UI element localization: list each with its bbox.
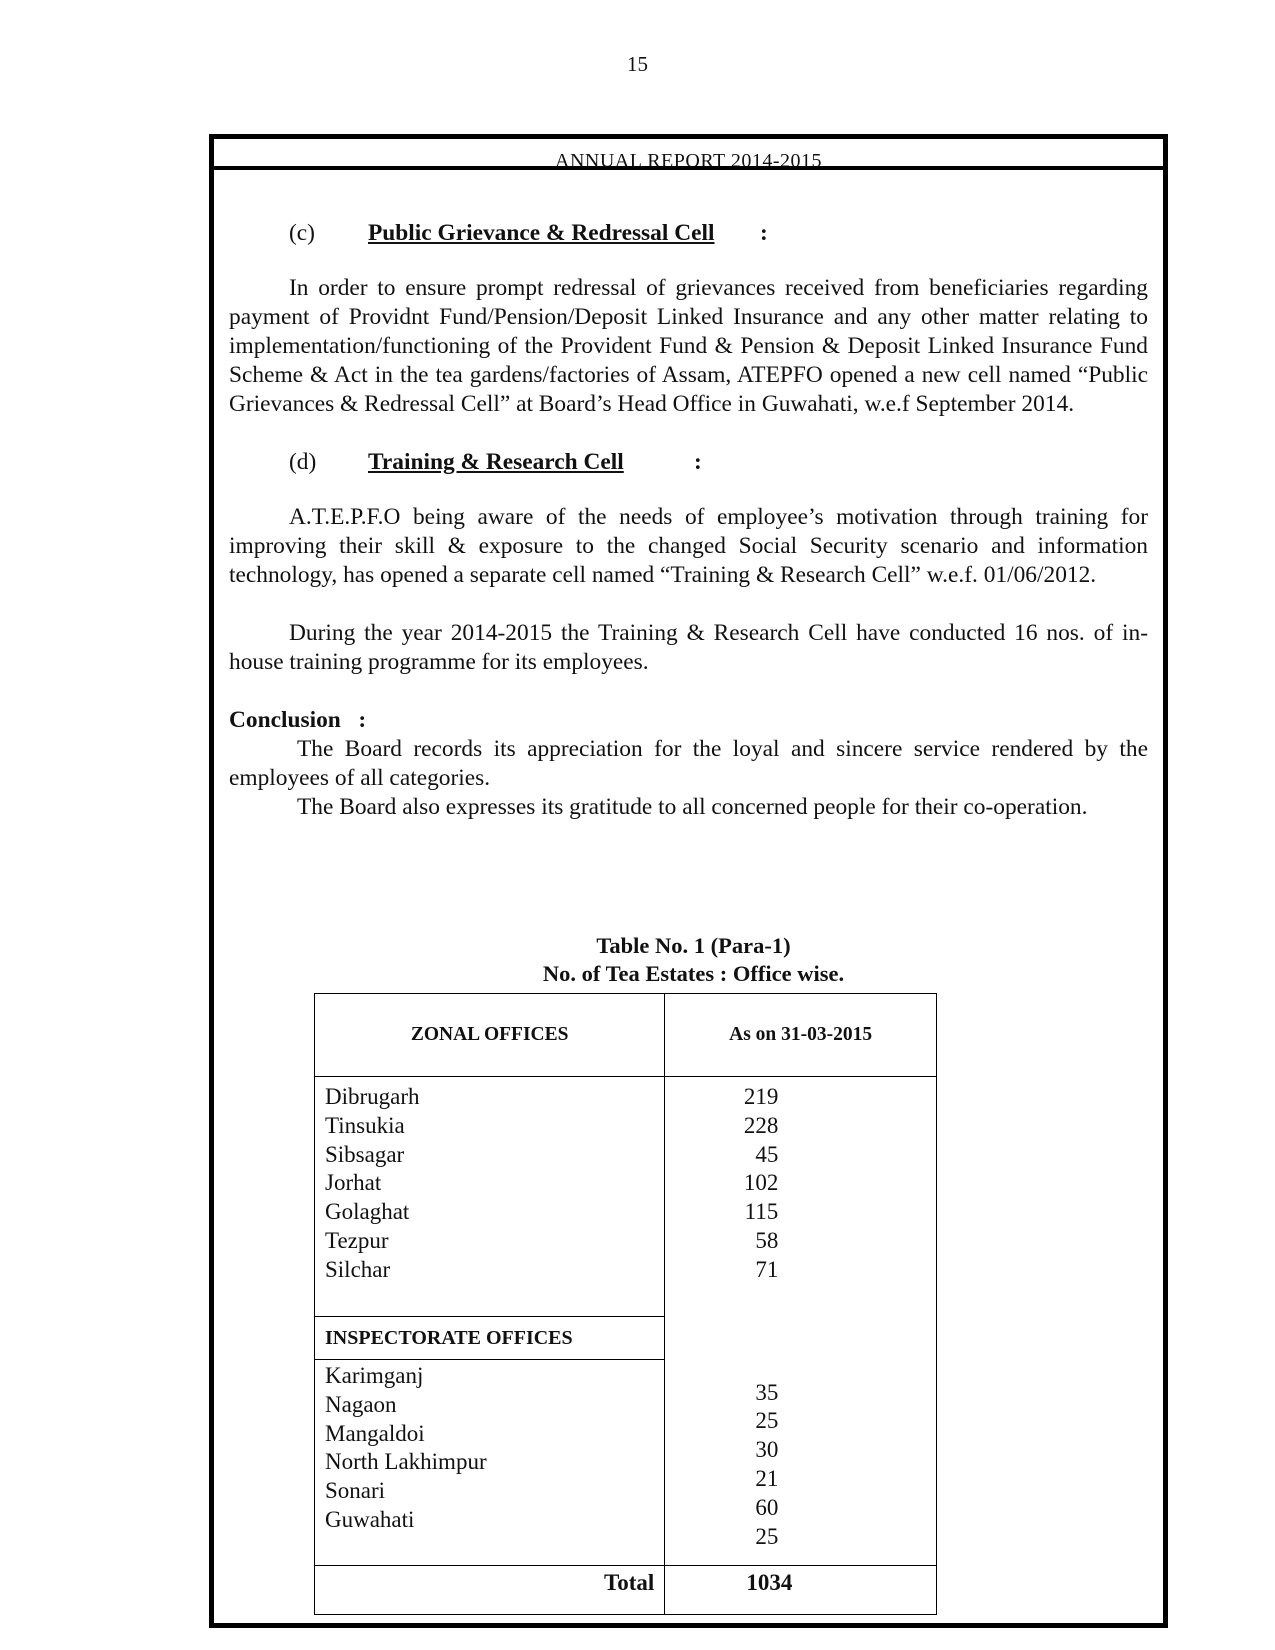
table-cell-value: 30 xyxy=(755,1437,779,1463)
table-cell-value: 21 xyxy=(755,1465,779,1491)
column-header-zonal-offices: ZONAL OFFICES xyxy=(315,994,665,1077)
table-cell-office: Golaghat xyxy=(325,1199,410,1225)
table-cell-value: 219 xyxy=(743,1084,779,1109)
section-d-label: (d) xyxy=(289,449,317,475)
table-cell-value: 25 xyxy=(755,1408,779,1434)
report-body xyxy=(229,219,1148,822)
column-header-date: As on 31-03-2015 xyxy=(665,994,937,1077)
table-cell-office: Sonari xyxy=(325,1478,386,1504)
table-cell-value: 45 xyxy=(755,1141,779,1167)
table-header-row xyxy=(315,994,937,1077)
table-cell-value: 25 xyxy=(755,1523,779,1549)
inspectorate-office-list xyxy=(315,1360,665,1566)
table-cell-office: Silchar xyxy=(325,1256,391,1282)
report-header-text: ANNUAL REPORT 2014-2015 xyxy=(555,150,822,170)
table-cell-office: Dibrugarh xyxy=(325,1084,420,1109)
table-subtitle: No. of Tea Estates : Office wise. xyxy=(542,961,845,986)
table-cell-value: 58 xyxy=(755,1227,779,1253)
section-d-paragraph-2: During the year 2014-2015 the Training & Research Cell have conducted 16 nos. of in-house training programme for its employees. xyxy=(229,620,1148,675)
conclusion-heading: Conclusion : xyxy=(229,707,367,733)
table-cell-office: Tezpur xyxy=(325,1227,389,1253)
table-cell-office: Nagaon xyxy=(325,1391,397,1417)
table-total-row xyxy=(315,1566,937,1615)
section-d-colon: : xyxy=(694,449,702,475)
value-spacer xyxy=(665,1285,778,1379)
section-c-heading xyxy=(229,219,1148,251)
page-number: 15 xyxy=(627,52,648,76)
estate-count-list xyxy=(665,1077,937,1566)
total-value-cell xyxy=(665,1566,937,1615)
table-cell-value: 71 xyxy=(755,1256,779,1282)
table-cell-office: Jorhat xyxy=(325,1170,382,1196)
conclusion-line-1: The Board records its appreciation for the loyal and sincere service rendered by the employees of all categories. xyxy=(229,736,1148,791)
table-cell-value: 102 xyxy=(743,1170,779,1196)
section-c-label: (c) xyxy=(289,220,315,246)
section-d-heading xyxy=(229,448,1148,480)
table-cell-value: 115 xyxy=(744,1199,779,1225)
section-c-title: Public Grievance & Redressal Cell xyxy=(368,220,715,246)
table-cell-office: Tinsukia xyxy=(325,1112,405,1138)
section-d-paragraph-1: A.T.E.P.F.O being aware of the needs of employee’s motivation through training for improving their skill & exposure to the changed Social Security scenario and information technology, has opened a separate cell named “Training & Research Cell” w.e.f. 01/06/2012. xyxy=(229,504,1148,588)
table-cell-value: 60 xyxy=(755,1494,779,1520)
total-value: 1034 xyxy=(746,1570,793,1595)
table-title: Table No. 1 (Para-1) xyxy=(596,933,791,958)
tea-estates-table xyxy=(314,993,937,1615)
inspectorate-offices-header: INSPECTORATE OFFICES xyxy=(315,1317,665,1360)
table-cell-office: Guwahati xyxy=(325,1506,415,1532)
section-c-paragraph: In order to ensure prompt redressal of grievances received from beneficiaries regarding payment of Providnt Fund/Pension/Deposit Linked Insurance and any other matter relating to implementation/functioning of the Provident Fund & Pension & Deposit Linked Insurance Fund Scheme & Act in the tea gardens/factories of Assam, ATEPFO opened a new cell named “Public Grievances & Redressal Cell” at Board’s Head Office in Guwahati, w.e.f September 2014. xyxy=(229,275,1148,417)
table-cell-value: 35 xyxy=(755,1379,779,1405)
table-cell-office: Sibsagar xyxy=(325,1141,405,1167)
conclusion-line-2: The Board also expresses its gratitude to all concerned people for their co-operation. xyxy=(297,794,1088,820)
table-cell-office: North Lakhimpur xyxy=(325,1449,487,1475)
zonal-office-list xyxy=(315,1077,665,1317)
table-cell-value: 228 xyxy=(743,1112,779,1138)
total-label: Total xyxy=(315,1566,665,1615)
table-row-zonal xyxy=(315,1077,937,1317)
table-cell-office: Mangaldoi xyxy=(325,1420,425,1446)
section-d-title: Training & Research Cell xyxy=(368,449,624,475)
section-c-colon: : xyxy=(760,220,768,246)
table-cell-office: Karimganj xyxy=(325,1363,424,1388)
report-header xyxy=(214,139,1163,170)
report-frame xyxy=(209,134,1168,1628)
